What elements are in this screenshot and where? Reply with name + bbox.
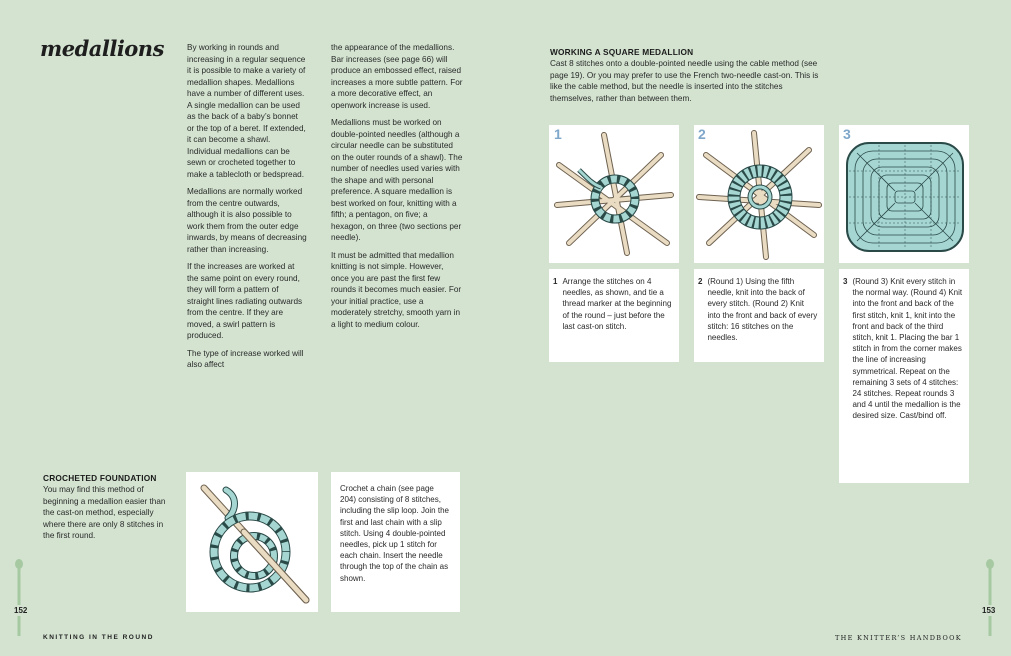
crochet-text: You may find this method of beginning a medallion easier than the cast-on method, especially where there are only 8 stitches in the first round. (43, 485, 166, 540)
footer-left: KNITTING IN THE ROUND (43, 634, 154, 641)
paragraph: By working in rounds and increasing in a regular sequence it is possible to make a variety of medallion shapes. Medallions have a number of different uses. A single medallion can be used as the back of a baby’s bonnet or the top of a beret. If extended, it can become a shawl. Individual medallions can be sewn or crocheted together to make a tablecloth or bedspread. (187, 43, 306, 179)
intro-column-1 (187, 42, 307, 377)
footer-right: THE KNITTER’S HANDBOOK (835, 634, 962, 642)
step-3-caption-box (839, 269, 969, 483)
page-number-right: 153 (982, 606, 996, 615)
step-number: 1 (554, 126, 562, 142)
step-2-caption (694, 269, 824, 343)
step-number: 3 (843, 277, 848, 286)
paragraph: Medallions must be worked on double-pointed needles (although a circular needle can be substituted on the outer rounds of a shawl). The number of needles used varies with the shape and with personal preference. A square medallion is best worked on four, knitting with a fifth; a pentagon, on five; a hexagon, on three (two sections per needle). (331, 118, 463, 242)
needle-ornament-right (985, 558, 995, 638)
section-intro: Cast 8 stitches onto a double-pointed needle using the cable method (see page 19). Or you may prefer to use the French two-needle cast-on. This is like the cable method, but the needle is inserted into the stitches themselves, rather than between them. (550, 59, 819, 103)
paragraph: the appearance of the medallions. Bar increases (see page 66) will produce an embossed effect, raised increases a more subtle pattern. For a more decorative effect, an openwork increase is used. (331, 43, 463, 110)
step-1-illustration (549, 125, 679, 263)
crochet-illustration (186, 472, 318, 612)
paragraph: It must be admitted that medallion knitting is not simple. However, once you are past the first few rounds it becomes much easier. For your initial practice, use a moderately stretchy, smooth yarn in a light to medium colour. (331, 250, 462, 329)
crochet-caption: Crochet a chain (see page 204) consisting of 8 stitches, including the slip loop. Join the first and last chain with a slip stitch. Using 4 double-pointed needles, pick up 1 stitch for each chain. Insert the needle through the top of the chain as shown. (340, 484, 449, 583)
step-3-caption (839, 269, 969, 422)
step-number: 3 (843, 126, 851, 142)
step-number: 1 (553, 277, 558, 286)
crochet-heading: CROCHETED FOUNDATION (43, 473, 157, 483)
paragraph: Medallions are normally worked from the centre outwards, although it is also possible to work them from the outer edge inwards, by means of decreasing rather than increasing. (187, 187, 307, 254)
step-text: Arrange the stitches on 4 needles, as shown, and tie a thread marker at the beginning of the round – just before the last cast-on stitch. (562, 277, 672, 331)
step-text: (Round 3) Knit every stitch in the normal way. (Round 4) Knit into the front and back of the first stitch, knit 1, knit into the front and back of the third stitch, knit 1. Placing the bar 1 stitch in from the corner makes the line of increasing symmetrical. Repeat on the remaining 3 sets of 4 stitches: 24 stitches. Repeat rounds 3 and 4 until the medallion is the desired size. Cast/bind off. (852, 277, 963, 421)
section-heading: WORKING A SQUARE MEDALLION (550, 47, 694, 57)
step-number: 2 (698, 126, 706, 142)
step-2-caption-box (694, 269, 824, 362)
crochet-section (43, 473, 173, 542)
crochet-caption-box (331, 472, 460, 612)
needle-ornament-left (14, 558, 24, 638)
intro-column-2 (331, 42, 463, 336)
step-text: (Round 1) Using the fifth needle, knit into the back of every stitch. (Round 2) Knit into the front and back of every stitch: 16 stitches on the needles. (707, 277, 818, 343)
step-number: 2 (698, 277, 703, 286)
paragraph: The type of increase worked will also affect (187, 348, 304, 369)
step-1-caption-box (549, 269, 679, 362)
step-1-caption (549, 269, 679, 332)
page-number-left: 152 (14, 606, 28, 615)
paragraph: If the increases are worked at the same point on every round, they will form a pattern of straight lines radiating outwards from the centre. If they are moved, a swirl pattern is produced. (187, 262, 303, 340)
step-3-illustration (839, 125, 969, 263)
page-title: medallions (40, 36, 164, 61)
step-2-illustration (694, 125, 824, 263)
